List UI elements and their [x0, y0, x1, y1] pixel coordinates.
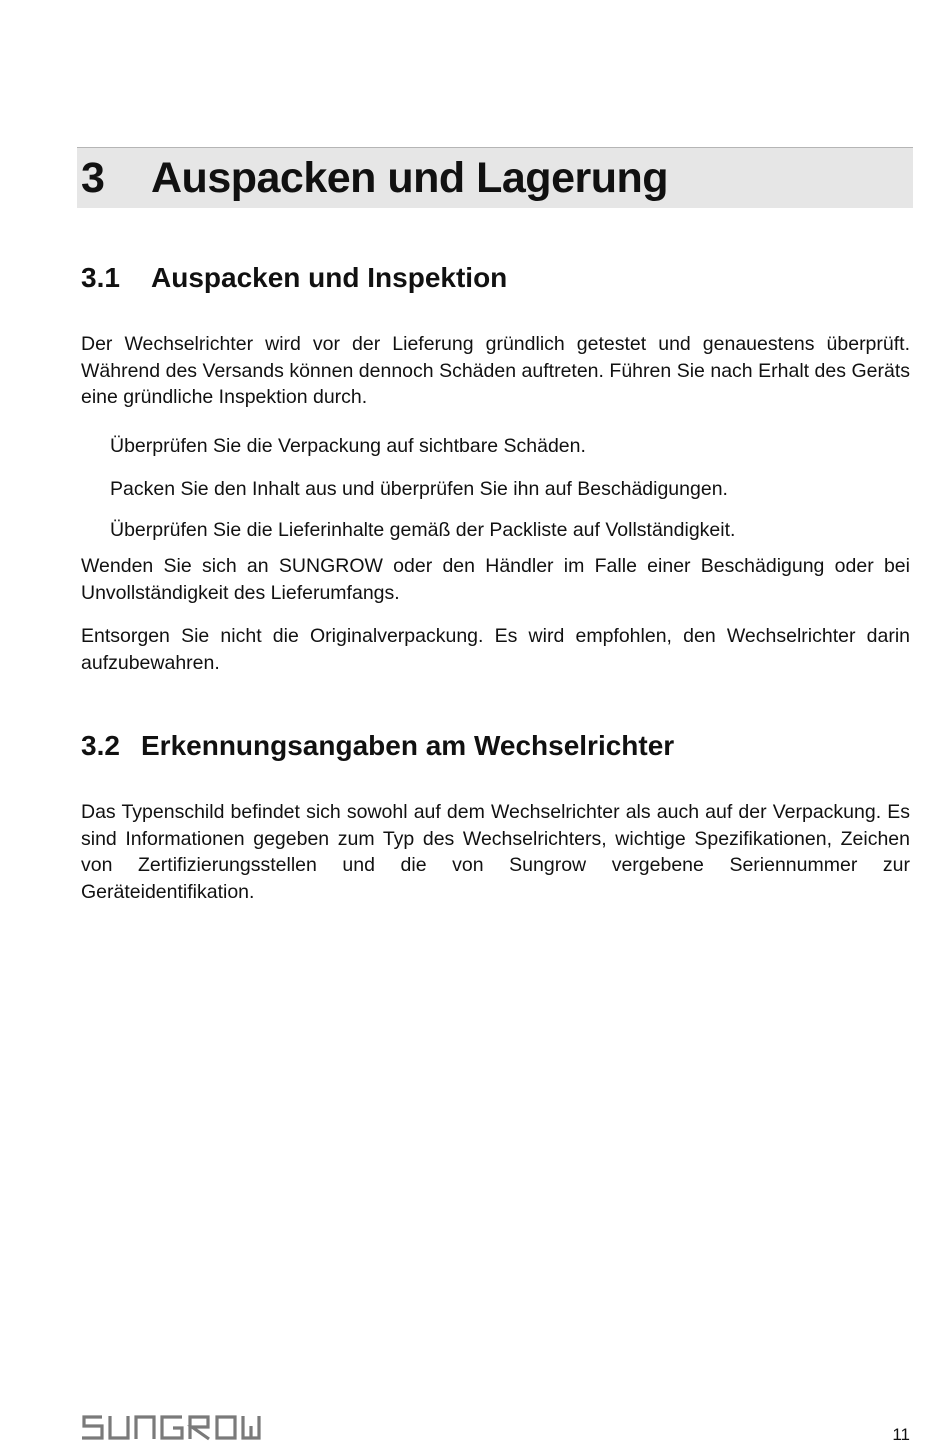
- page-number: 11: [892, 1425, 910, 1444]
- chapter-title: [81, 152, 668, 204]
- logo-text: SUNGROW: [80, 1443, 86, 1444]
- chapter-heading-bar: [77, 147, 913, 208]
- paragraph-contact: Wenden Sie sich an SUNGROW oder den Händler im Falle einer Beschädigung oder bei Unvollständigkeit des Lieferumfangs.: [81, 555, 910, 604]
- list-item: Überprüfen Sie die Verpackung auf sichtbare Schäden.: [110, 435, 586, 457]
- section-title-unpacking: [81, 261, 507, 295]
- list-item: Überprüfen Sie die Lieferinhalte gemäß der Packliste auf Vollständigkeit.: [110, 519, 736, 541]
- section-title-identification: [81, 729, 674, 763]
- section-title-text: Auspacken und Inspektion: [151, 262, 508, 293]
- chapter-title-text: Auspacken und Lagerung: [151, 154, 669, 202]
- chapter-number: 3: [81, 154, 105, 202]
- sungrow-logo: [80, 1410, 276, 1444]
- section-title-text: Erkennungsangaben am Wechselrichter: [141, 730, 675, 761]
- section-number: 3.2: [81, 730, 120, 761]
- paragraph-storage: Entsorgen Sie nicht die Originalverpackung. Es wird empfohlen, den Wechselrichter darin aufzubewahren.: [81, 625, 910, 674]
- paragraph-nameplate: Das Typenschild befindet sich sowohl auf dem Wechselrichter als auch auf der Verpackung. Es sind Informationen gegeben zum Typ des Wechselrichters, wichtige Spezifikationen, Zeichen von Zertifizierungsstellen und die von Sungrow vergebene Seriennummer zur Geräteidentifikation.: [81, 801, 910, 903]
- list-item: Packen Sie den Inhalt aus und überprüfen Sie ihn auf Beschädigungen.: [110, 478, 728, 500]
- section-number: 3.1: [81, 262, 120, 293]
- paragraph-intro: Der Wechselrichter wird vor der Lieferung gründlich getestet und genauestens überprüft. Während des Versands können dennoch Schäden auftreten. Führen Sie nach Erhalt des Geräts eine gründliche Inspektion durch.: [81, 333, 910, 408]
